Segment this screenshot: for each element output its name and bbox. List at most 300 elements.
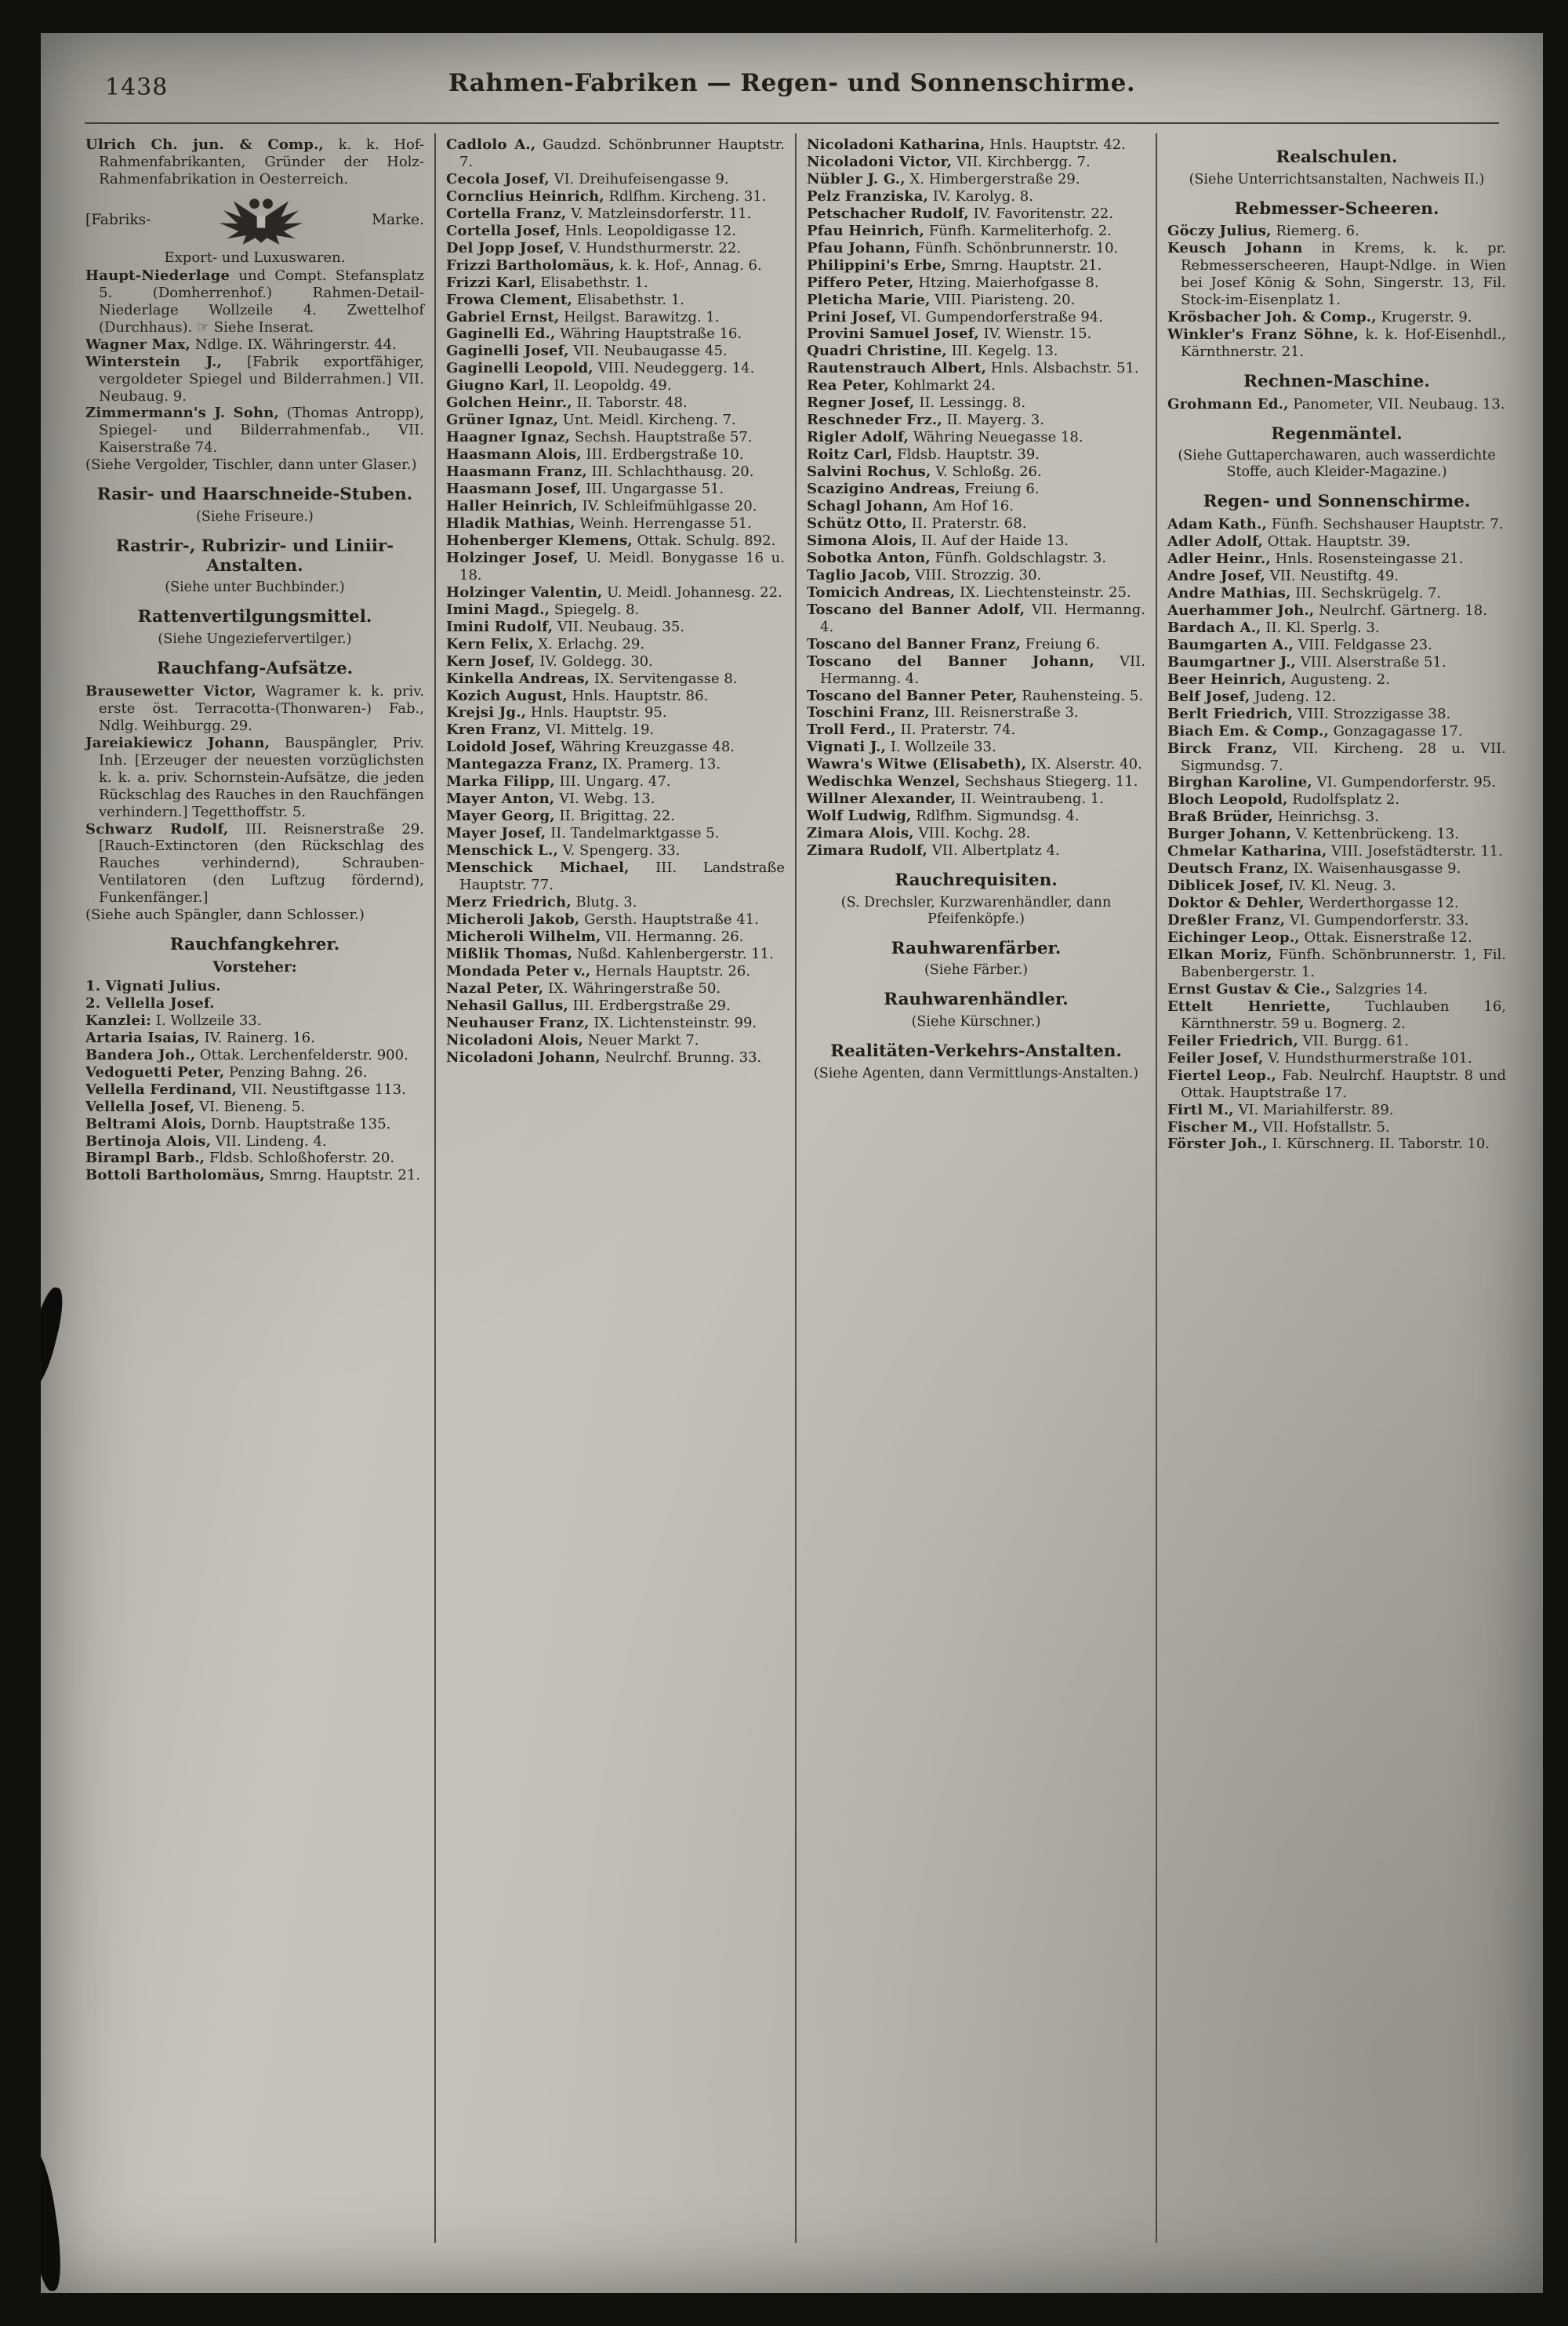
- entry-name: Gabriel Ernst,: [446, 308, 560, 325]
- directory-entry: Mondada Peter v., Hernals Hauptstr. 26.: [446, 962, 751, 979]
- entry-name: Kinkella Andreas,: [446, 670, 590, 687]
- directory-entry: Andre Josef, VII. Neustiftg. 49.: [1167, 568, 1399, 585]
- directory-entry: Holzinger Valentin, U. Meidl. Johannesg. 22.: [446, 583, 782, 601]
- entry-name: Winterstein J.,: [85, 353, 223, 370]
- directory-entry: Bandera Joh., Ottak. Lerchenfelderstr. 900.: [85, 1046, 408, 1063]
- directory-entry: Birampl Barb., Fldsb. Schloßhoferstr. 20.: [85, 1150, 395, 1167]
- entry-name: Rigler Adolf,: [807, 429, 909, 446]
- directory-entry: Eichinger Leop., Ottak. Eisnerstraße 12.: [1167, 929, 1472, 947]
- directory-entry: Nicoladoni Katharina, Hnls. Hauptstr. 42.: [807, 136, 1126, 153]
- directory-entry: Haasmann Franz, III. Schlachthausg. 20.: [446, 463, 754, 481]
- entry-name: Mayer Anton,: [446, 790, 555, 808]
- entry-name: 1. Vignati Julius.: [85, 977, 221, 994]
- entry-name: Toschini Franz,: [807, 704, 930, 721]
- directory-entry: Mißlik Thomas, Nußd. Kahlenbergerstr. 11.: [446, 945, 774, 962]
- directory-entry: Mantegazza Franz, IX. Pramerg. 13.: [446, 756, 721, 773]
- directory-entry: Nehasil Gallus, III. Erdbergstraße 29.: [446, 997, 731, 1014]
- cross-reference-note: (Siehe Vergolder, Tischler, dann unter Glaser.): [85, 456, 417, 474]
- directory-entry: Loidold Josef, Währing Kreuzgasse 48.: [446, 739, 735, 756]
- directory-entry: Bardach A., II. Kl. Sperlg. 3.: [1167, 619, 1380, 636]
- directory-entry: Andre Mathias, III. Sechskrügelg. 7.: [1167, 584, 1442, 601]
- directory-entry: Wedischka Wenzel, Sechshaus Stiegerg. 11.: [807, 773, 1138, 790]
- directory-entry: Fischer M., VII. Hofstallstr. 5.: [1167, 1118, 1390, 1136]
- entry-name: Nicoladoni Victor,: [807, 153, 953, 170]
- entry-name: Pfau Johann,: [807, 239, 911, 256]
- directory-entry: Pelz Franziska, IV. Karolyg. 8.: [807, 187, 1033, 205]
- directory-entry: [85, 978, 424, 995]
- cross-reference-note: (Siehe Agenten, dann Vermittlungs-Anstalten.): [813, 1065, 1139, 1081]
- directory-entry: Merz Friedrich, Blutg. 3.: [446, 893, 637, 910]
- entry-name: Nicoladoni Johann,: [446, 1049, 601, 1066]
- entry-name: Brausewetter Victor,: [85, 682, 256, 700]
- entry-name: Imini Magd.,: [446, 601, 550, 618]
- directory-entry: Adler Heinr., Hnls. Rosensteingasse 21.: [1167, 551, 1464, 568]
- entry-name: Vellella Ferdinand,: [85, 1081, 238, 1098]
- cross-reference-note: (Siehe Ungeziefervertilger.): [158, 631, 352, 648]
- entry-name: Eichinger Leop.,: [1167, 929, 1300, 947]
- directory-entry: Schwarz Rudolf, III. Reisnerstraße 29. [Rauch-Extinctoren (den Rückschlag des Rauches verhindernd), Schrauben-Ventilatoren (den Luftzug fördernd), Funkenfänger.]: [85, 820, 425, 907]
- directory-entry: Mayer Georg, II. Brigittag. 22.: [446, 808, 675, 825]
- directory-entry: Pfau Johann, Fünfh. Schönbrunnerstr. 10.: [807, 239, 1119, 256]
- entry-name: Scazigino Andreas,: [807, 481, 960, 498]
- entry-name: Schwarz Rudolf,: [85, 820, 229, 838]
- entry-name: Provini Samuel Josef,: [807, 325, 979, 343]
- directory-entry: Tomicich Andreas, IX. Liechtensteinstr. 25.: [807, 583, 1131, 601]
- entry-name: Haasmann Franz,: [446, 463, 587, 481]
- entry-name: Salvini Rochus,: [807, 463, 931, 481]
- entry-name: Wedischka Wenzel,: [807, 773, 960, 790]
- entry-name: Haupt-Niederlage: [85, 267, 230, 284]
- entry-name: Wawra's Witwe (Elisabeth),: [807, 756, 1027, 773]
- entry-name: Rautenstrauch Albert,: [807, 360, 987, 377]
- entry-name: Schagl Johann,: [807, 498, 928, 515]
- directory-entry: Neuhauser Franz, IX. Lichtensteinstr. 99.: [446, 1014, 757, 1031]
- directory-entry: Baumgartner J., VIII. Alserstraße 51.: [1167, 653, 1446, 671]
- directory-entry: Holzinger Josef, U. Meidl. Bonygasse 16 u. 18.: [446, 549, 785, 583]
- directory-entry: Nicoladoni Johann, Neulrchf. Brunng. 33.: [446, 1049, 762, 1066]
- entry-name: Kern Felix,: [446, 635, 534, 652]
- entry-name: Nicoladoni Alois,: [446, 1031, 583, 1049]
- entry-name: Beer Heinrich,: [1167, 671, 1287, 688]
- directory-entry: Quadri Christine, III. Kegelg. 13.: [807, 343, 1058, 360]
- entry-name: Feiler Josef,: [1167, 1049, 1264, 1067]
- directory-entry: Kozich August, Hnls. Hauptstr. 86.: [446, 687, 709, 704]
- entry-name: Toscano del Banner Adolf,: [807, 601, 1025, 618]
- cross-reference-note: (Siehe Guttaperchawaren, auch wasserdichte Stoffe, auch Kleider-Magazine.): [1178, 448, 1496, 481]
- directory-entry: Hladik Mathias, Weinh. Herrengasse 51.: [446, 514, 752, 532]
- entry-name: Cortella Franz,: [446, 205, 567, 222]
- entry-name: Schütz Otto,: [807, 514, 907, 532]
- entry-name: Nübler J. G.,: [807, 170, 906, 187]
- entry-name: Adler Heinr.,: [1167, 551, 1271, 568]
- entry-name: Diblicek Josef,: [1167, 878, 1284, 895]
- entry-name: Giugno Karl,: [446, 377, 550, 394]
- directory-entry: Dreßler Franz, VI. Gumpendorferstr. 33.: [1167, 912, 1469, 929]
- entry-name: Piffero Peter,: [807, 274, 914, 291]
- directory-entry: Ernst Gustav & Cie., Salzgries 14.: [1167, 980, 1428, 998]
- entry-name: Frowa Clement,: [446, 291, 572, 308]
- entry-name: Kren Franz,: [446, 721, 542, 739]
- entry-name: Nazal Peter,: [446, 979, 544, 997]
- directory-column: [436, 133, 797, 2243]
- section-heading: Realitäten-Verkehrs-Anstalten.: [830, 1041, 1122, 1062]
- directory-entry: Winkler's Franz Söhne, k. k. Hof-Eisenhdl., Kärnthnerstr. 21.: [1167, 326, 1506, 361]
- directory-entry: Micheroli Jakob, Gersth. Hauptstraße 41.: [446, 910, 759, 928]
- directory-entry: Krejsi Jg., Hnls. Hauptstr. 95.: [446, 704, 667, 721]
- entry-name: Ulrich Ch. jun. & Comp.,: [85, 136, 325, 153]
- directory-entry: Cecola Josef, VI. Dreihufeisengasse 9.: [446, 170, 729, 187]
- entry-name: Bertinoja Alois,: [85, 1132, 212, 1150]
- entry-name: Mayer Georg,: [446, 808, 555, 825]
- directory-entry: Firtl M., VI. Mariahilferstr. 89.: [1167, 1101, 1394, 1118]
- entry-name: Taglio Jacob,: [807, 566, 911, 583]
- directory-entry: Elkan Moriz, Fünfh. Schönbrunnerstr. 1, Fil. Babenbergerstr. 1.: [1167, 947, 1506, 980]
- entry-name: Cadlolo A.,: [446, 136, 536, 153]
- directory-entry: Golchen Heinr., II. Taborstr. 48.: [446, 394, 688, 412]
- trademark-right-label: Marke.: [372, 212, 424, 229]
- entry-name: Vignati J.,: [807, 739, 887, 756]
- entry-name: Pleticha Marie,: [807, 291, 931, 308]
- directory-columns: [41, 124, 1543, 2243]
- entry-name: Menschick L.,: [446, 842, 558, 860]
- directory-entry: Gaginelli Josef, VII. Neubaugasse 45.: [446, 343, 728, 360]
- entry-name: Pelz Franziska,: [807, 187, 929, 205]
- directory-entry: Beer Heinrich, Augusteng. 2.: [1167, 671, 1390, 688]
- entry-name: Adler Adolf,: [1167, 533, 1264, 551]
- directory-entry: Grüner Ignaz, Unt. Meidl. Kircheng. 7.: [446, 412, 736, 429]
- entry-name: Toscano del Banner Peter,: [807, 687, 1018, 704]
- directory-entry: Vignati J., I. Wollzeile 33.: [807, 739, 996, 756]
- entry-name: Golchen Heinr.,: [446, 394, 572, 412]
- directory-entry: Toscano del Banner Peter, Rauhensteing. 5.: [807, 687, 1144, 704]
- entry-name: Fiertel Leop.,: [1167, 1067, 1276, 1084]
- directory-entry: Keusch Johann in Krems, k. k. pr. Rebmesserscheeren, Haupt-Ndlge. in Wien bei Josef König & Sohn, Singerstr. 13, Fil. Stock-im-Eisenplatz 1.: [1167, 240, 1506, 309]
- entry-name: Wagner Max,: [85, 336, 191, 353]
- entry-name: Vedoguetti Peter,: [85, 1063, 225, 1081]
- directory-entry: Toscano del Banner Franz, Freiung 6.: [807, 635, 1100, 652]
- section-heading: Realschulen.: [1276, 147, 1398, 167]
- directory-entry: Marka Filipp, III. Ungarg. 47.: [446, 773, 671, 790]
- entry-name: Toscano del Banner Franz,: [807, 635, 1022, 652]
- directory-entry: Haagner Ignaz, Sechsh. Hauptstraße 57.: [446, 429, 753, 446]
- section-heading: Regen- und Sonnenschirme.: [1203, 492, 1471, 512]
- directory-entry: Baumgarten A., VIII. Feldgasse 23.: [1167, 636, 1432, 653]
- entry-name: Keusch Johann: [1167, 240, 1303, 257]
- section-heading: Rauchfang-Aufsätze.: [156, 659, 354, 679]
- entry-name: Menschick Michael,: [446, 860, 630, 877]
- directory-entry: Prini Josef, VI. Gumpendorferstraße 94.: [807, 308, 1103, 325]
- entry-name: Marka Filipp,: [446, 773, 555, 790]
- directory-entry: Sobotka Anton, Fünfh. Goldschlagstr. 3.: [807, 549, 1107, 566]
- directory-entry: Gabriel Ernst, Heilgst. Barawitzg. 1.: [446, 308, 720, 325]
- trademark-left-label: [Fabriks-: [85, 212, 151, 229]
- directory-entry: Frowa Clement, Elisabethstr. 1.: [446, 291, 685, 308]
- directory-entry: Feiler Friedrich, VII. Burgg. 61.: [1167, 1032, 1409, 1049]
- directory-entry: Gaginelli Leopold, VIII. Neudeggerg. 14.: [446, 360, 755, 377]
- entry-name: Doktor & Dehler,: [1167, 895, 1305, 912]
- directory-entry: Imini Magd., Spiegelg. 8.: [446, 601, 640, 618]
- directory-entry: Beltrami Alois, Dornb. Hauptstraße 135.: [85, 1115, 391, 1132]
- directory-column: [797, 133, 1157, 2243]
- section-heading: Rattenvertilgungsmittel.: [137, 607, 372, 627]
- entry-name: Imini Rudolf,: [446, 618, 554, 635]
- entry-name: Feiler Friedrich,: [1167, 1032, 1298, 1049]
- directory-entry: Vedoguetti Peter, Penzing Bahng. 26.: [85, 1063, 368, 1081]
- directory-entry: Ulrich Ch. jun. & Comp., k. k. Hof-Rahmenfabrikanten, Gründer der Holz-Rahmenfabrikation in Oesterreich.: [85, 136, 424, 187]
- entry-name: Nicoladoni Katharina,: [807, 136, 985, 153]
- directory-entry: Adam Kath., Fünfh. Sechshauser Hauptstr. 7.: [1167, 516, 1504, 533]
- entry-name: Zimara Rudolf,: [807, 842, 927, 860]
- entry-name: Mondada Peter v.,: [446, 962, 591, 979]
- directory-entry: Chmelar Katharina, VIII. Josefstädterstr. 11.: [1167, 843, 1503, 860]
- directory-entry: Taglio Jacob, VIII. Strozzig. 30.: [807, 566, 1042, 583]
- entry-name: Haagner Ignaz,: [446, 429, 571, 446]
- entry-name: Adam Kath.,: [1167, 516, 1267, 533]
- cross-reference-note: (Siehe unter Buchbinder.): [165, 580, 345, 596]
- entry-name: Prini Josef,: [807, 308, 897, 325]
- directory-entry: Doktor & Dehler, Werderthorgasse 12.: [1167, 895, 1459, 912]
- entry-name: Frizzi Karl,: [446, 274, 536, 291]
- directory-entry: Mayer Anton, VI. Webg. 13.: [446, 790, 655, 808]
- directory-entry: Nübler J. G., X. Himbergerstraße 29.: [807, 170, 1080, 187]
- entry-name: Sobotka Anton,: [807, 549, 931, 566]
- entry-name: Mayer Josef,: [446, 825, 546, 842]
- entry-name: Micheroli Wilhelm,: [446, 928, 601, 945]
- directory-entry: Haasmann Alois, III. Erdbergstraße 10.: [446, 446, 744, 463]
- section-heading: Rastrir-, Rubrizir- und Liniir-Anstalten.: [115, 536, 394, 576]
- entry-name: Kern Josef,: [446, 652, 535, 670]
- entry-name: Fischer M.,: [1167, 1118, 1258, 1136]
- entry-name: Burger Johann,: [1167, 826, 1292, 843]
- directory-entry: Bottoli Bartholomäus, Smrng. Hauptstr. 21.: [85, 1167, 421, 1184]
- directory-entry: Regner Josef, II. Lessingg. 8.: [807, 394, 1026, 412]
- entry-name: Ernst Gustav & Cie.,: [1167, 980, 1330, 998]
- entry-name: Philippini's Erbe,: [807, 256, 947, 274]
- entry-name: Krösbacher Joh. & Comp.,: [1167, 309, 1377, 326]
- directory-entry: Scazigino Andreas, Freiung 6.: [807, 481, 1040, 498]
- directory-entry: Cortella Franz, V. Matzleinsdorferstr. 11.: [446, 205, 752, 222]
- directory-entry: [85, 995, 424, 1012]
- directory-entry: Grohmann Ed., Panometer, VII. Neubaug. 13.: [1167, 395, 1505, 413]
- directory-entry: Menschick Michael, III. Landstraße Hauptstr. 77.: [446, 860, 786, 893]
- cross-reference-note: (Siehe Unterrichtsanstalten, Nachweis II.): [1189, 171, 1485, 187]
- entry-name: Jareiakiewicz Johann,: [85, 734, 270, 751]
- directory-entry: Berlt Friedrich, VIII. Strozzigasse 38.: [1167, 705, 1451, 722]
- entry-name: Zimara Alois,: [807, 825, 914, 842]
- cross-reference-note: (Siehe Färber.): [924, 962, 1029, 979]
- entry-name: Andre Josef,: [1167, 568, 1265, 585]
- directory-entry: Kren Franz, VI. Mittelg. 19.: [446, 721, 655, 739]
- entry-name: Wolf Ludwig,: [807, 808, 912, 825]
- entry-name: Toscano del Banner Johann,: [807, 652, 1094, 670]
- trademark-row: [85, 194, 424, 246]
- directory-entry: Vellella Ferdinand, VII. Neustiftgasse 113.: [85, 1081, 406, 1098]
- directory-entry: Zimmermann's J. Sohn, (Thomas Antropp), Spiegel- und Bilderrahmenfab., VII. Kaiserstraße 74.: [85, 405, 424, 456]
- directory-entry: Troll Ferd., II. Praterstr. 74.: [807, 721, 1016, 739]
- directory-entry: Simona Alois, II. Auf der Haide 13.: [807, 532, 1069, 549]
- directory-entry: Birck Franz, VII. Kircheng. 28 u. VII. Sigmundsg. 7.: [1167, 740, 1506, 774]
- section-heading: Rauchrequisiten.: [895, 870, 1058, 891]
- entry-name: Reschneder Frz.,: [807, 412, 942, 429]
- entry-name: Loidold Josef,: [446, 739, 557, 756]
- directory-entry: Ettelt Henriette, Tuchlauben 16, Kärnthnerstr. 59 u. Bognerg. 2.: [1167, 998, 1506, 1032]
- directory-entry: Del Jopp Josef, V. Hundsthurmerstr. 22.: [446, 239, 742, 256]
- directory-entry: Toscano del Banner Johann, VII. Hermanng. 4.: [807, 652, 1145, 687]
- entry-name: Troll Ferd.,: [807, 721, 896, 739]
- directory-entry: Willner Alexander, II. Weintraubeng. 1.: [807, 790, 1105, 808]
- directory-entry: Braß Brüder, Heinrichsg. 3.: [1167, 809, 1379, 826]
- entry-name: Krejsi Jg.,: [446, 704, 527, 721]
- directory-entry: Petschacher Rudolf, IV. Favoritenstr. 22.: [807, 205, 1113, 222]
- directory-entry: Nicoladoni Alois, Neuer Markt 7.: [446, 1031, 699, 1049]
- directory-entry: Nicoladoni Victor, VII. Kirchbergg. 7.: [807, 153, 1091, 170]
- entry-name: Willner Alexander,: [807, 790, 956, 808]
- entry-name: Göczy Julius,: [1167, 223, 1272, 240]
- entry-name: Birck Franz,: [1167, 740, 1278, 757]
- entry-name: Bandera Joh.,: [85, 1046, 196, 1063]
- cross-reference-note: (Siehe Kürschner.): [911, 1014, 1041, 1030]
- entry-name: Bloch Leopold,: [1167, 791, 1288, 809]
- entry-name: Petschacher Rudolf,: [807, 205, 969, 222]
- section-heading: Rebmesser-Scheeren.: [1234, 198, 1439, 219]
- entry-name: Mißlik Thomas,: [446, 945, 573, 962]
- entry-name: Baumgarten A.,: [1167, 636, 1294, 653]
- directory-entry: Kern Felix, X. Erlachg. 29.: [446, 635, 645, 652]
- directory-entry: Förster Joh., I. Kürschnerg. II. Taborstr. 10.: [1167, 1136, 1490, 1153]
- directory-entry: Nazal Peter, IX. Währingerstraße 50.: [446, 979, 721, 997]
- directory-entry: Zimara Alois, VIII. Kochg. 28.: [807, 825, 1031, 842]
- entry-name: Cecola Josef,: [446, 170, 550, 187]
- entry-name: Neuhauser Franz,: [446, 1014, 590, 1031]
- directory-entry: Jareiakiewicz Johann, Bauspängler, Priv. Inh. [Erzeuger der neuesten vorzüglichsten k. k. a. priv. Schornstein-Aufsätze, die jeden Rückschlag des Rauches in den Rauchfängen verhindern.] Tegetthoffstr. 5.: [85, 734, 424, 820]
- directory-entry: Kinkella Andreas, IX. Servitengasse 8.: [446, 670, 738, 687]
- entry-name: Firtl M.,: [1167, 1101, 1234, 1118]
- entry-name: Bardach A.,: [1167, 619, 1261, 636]
- directory-entry: Artaria Isaias, IV. Rainerg. 16.: [85, 1029, 315, 1046]
- entry-name: Del Jopp Josef,: [446, 239, 564, 256]
- directory-column: [75, 133, 436, 2243]
- directory-entry: Frizzi Karl, Elisabethstr. 1.: [446, 274, 648, 291]
- centered-line: Export- und Luxuswaren.: [164, 249, 346, 266]
- entry-name: Bottoli Bartholomäus,: [85, 1167, 265, 1184]
- directory-entry: Salvini Rochus, V. Schloßg. 26.: [807, 463, 1042, 481]
- directory-entry: Giugno Karl, II. Leopoldg. 49.: [446, 377, 672, 394]
- directory-entry: Philippini's Erbe, Smrng. Hauptstr. 21.: [807, 256, 1102, 274]
- entry-name: Holzinger Valentin,: [446, 583, 603, 601]
- directory-entry: Vellella Josef, VI. Bieneng. 5.: [85, 1098, 306, 1115]
- entry-name: Gaginelli Leopold,: [446, 360, 593, 377]
- entry-name: Micheroli Jakob,: [446, 910, 580, 928]
- entry-name: Kozich August,: [446, 687, 568, 704]
- directory-entry: Diblicek Josef, IV. Kl. Neug. 3.: [1167, 878, 1396, 895]
- directory-entry: Wawra's Witwe (Elisabeth), IX. Alserstr. 40.: [807, 756, 1142, 773]
- directory-entry: Micheroli Wilhelm, VII. Hermanng. 26.: [446, 928, 744, 945]
- entry-name: Winkler's Franz Söhne,: [1167, 326, 1359, 343]
- directory-entry: Zimara Rudolf, VII. Albertplatz 4.: [807, 842, 1060, 860]
- entry-name: Ettelt Henriette,: [1167, 998, 1331, 1015]
- directory-entry: Roitz Carl, Fldsb. Hauptstr. 39.: [807, 446, 1040, 463]
- directory-entry: Schütz Otto, II. Praterstr. 68.: [807, 514, 1027, 532]
- entry-name: Haller Heinrich,: [446, 498, 578, 515]
- cross-reference-note: (S. Drechsler, Kurzwarenhändler, dann Pfeifenköpfe.): [840, 894, 1112, 927]
- directory-entry: Toschini Franz, III. Reisnerstraße 3.: [807, 704, 1079, 721]
- directory-entry: Rea Peter, Kohlmarkt 24.: [807, 377, 996, 394]
- page-number: 1438: [105, 74, 169, 101]
- entry-name: Tomicich Andreas,: [807, 583, 956, 601]
- directory-entry: Wagner Max, Ndlge. IX. Währingerstr. 44.: [85, 336, 397, 353]
- directory-entry: Imini Rudolf, VII. Neubaug. 35.: [446, 618, 685, 635]
- trademark-eagle-image: [215, 194, 307, 246]
- entry-name: Mantegazza Franz,: [446, 756, 598, 773]
- directory-entry: Wolf Ludwig, Rdlfhm. Sigmundsg. 4.: [807, 808, 1080, 825]
- entry-name: Pfau Heinrich,: [807, 222, 925, 239]
- entry-name: Beltrami Alois,: [85, 1115, 207, 1132]
- scanned-page: [41, 33, 1543, 2293]
- directory-entry: Hohenberger Klemens, Ottak. Schulg. 892.: [446, 532, 776, 549]
- directory-entry: Feiler Josef, V. Hundsthurmerstraße 101.: [1167, 1049, 1472, 1067]
- entry-name: Gaginelli Josef,: [446, 343, 569, 360]
- directory-entry: Pleticha Marie, VIII. Piaristeng. 20.: [807, 291, 1076, 308]
- directory-entry: Krösbacher Joh. & Comp., Krugerstr. 9.: [1167, 309, 1472, 326]
- entry-name: Nehasil Gallus,: [446, 997, 568, 1014]
- entry-name: Baumgartner J.,: [1167, 653, 1296, 671]
- directory-entry: Fiertel Leop., Fab. Neulrchf. Hauptstr. 8 und Ottak. Hauptstraße 17.: [1167, 1067, 1506, 1101]
- entry-name: Cornclius Heinrich,: [446, 187, 604, 205]
- entry-name: Quadri Christine,: [807, 343, 947, 360]
- directory-entry: Menschick L., V. Spengerg. 33.: [446, 842, 681, 860]
- entry-name: Belf Josef,: [1167, 688, 1250, 705]
- entry-name: Dreßler Franz,: [1167, 912, 1286, 929]
- directory-entry: Piffero Peter, Htzing. Maierhofgasse 8.: [807, 274, 1099, 291]
- sub-heading: Vorsteher:: [212, 958, 297, 976]
- directory-entry: Belf Josef, Judeng. 12.: [1167, 688, 1337, 705]
- directory-entry: Auerhammer Joh., Neulrchf. Gärtnerg. 18.: [1167, 601, 1487, 619]
- entry-name: Kanzlei:: [85, 1012, 151, 1029]
- directory-entry: Haasmann Josef, III. Ungargasse 51.: [446, 481, 724, 498]
- entry-name: Grohmann Ed.,: [1167, 395, 1289, 413]
- entry-name: Hohenberger Klemens,: [446, 532, 633, 549]
- directory-entry: Bertinoja Alois, VII. Lindeng. 4.: [85, 1132, 327, 1150]
- entry-name: Gaginelli Ed.,: [446, 325, 556, 343]
- directory-entry: Reschneder Frz., II. Mayerg. 3.: [807, 412, 1044, 429]
- directory-entry: Cadlolo A., Gaudzd. Schönbrunner Hauptstr. 7.: [446, 136, 785, 170]
- section-heading: Rauchfangkehrer.: [169, 935, 340, 955]
- section-heading: Regenmäntel.: [1271, 423, 1403, 444]
- entry-name: Grüner Ignaz,: [446, 412, 559, 429]
- directory-entry: Haller Heinrich, IV. Schleifmühlgasse 20.: [446, 498, 757, 515]
- directory-entry: Bloch Leopold, Rudolfsplatz 2.: [1167, 791, 1400, 809]
- section-heading: Rauhwarenhändler.: [884, 990, 1069, 1010]
- directory-entry: Birghan Karoline, VI. Gumpendorferstr. 95.: [1167, 774, 1497, 791]
- directory-entry: Kanzlei: I. Wollzeile 33.: [85, 1012, 262, 1029]
- entry-name: Birghan Karoline,: [1167, 774, 1312, 791]
- entry-name: Förster Joh.,: [1167, 1136, 1268, 1153]
- entry-name: Hladik Mathias,: [446, 514, 575, 532]
- section-heading: Rechnen-Maschine.: [1243, 372, 1430, 392]
- entry-name: 2. Vellella Josef.: [85, 994, 215, 1012]
- directory-entry: Schagl Johann, Am Hof 16.: [807, 498, 1014, 515]
- directory-entry: Biach Em. & Comp., Gonzagagasse 17.: [1167, 722, 1463, 740]
- directory-entry: Frizzi Bartholomäus, k. k. Hof-, Annag. 6.: [446, 256, 762, 274]
- directory-entry: Cortella Josef, Hnls. Leopoldigasse 12.: [446, 222, 736, 239]
- section-heading: Rauhwarenfärber.: [891, 938, 1062, 958]
- entry-name: Biach Em. & Comp.,: [1167, 722, 1329, 740]
- directory-entry: Burger Johann, V. Kettenbrückeng. 13.: [1167, 826, 1459, 843]
- entry-name: Vellella Josef,: [85, 1098, 195, 1115]
- entry-name: Deutsch Franz,: [1167, 860, 1289, 878]
- directory-entry: Cornclius Heinrich, Rdlfhm. Kircheng. 31.: [446, 187, 767, 205]
- entry-name: Haasmann Alois,: [446, 446, 582, 463]
